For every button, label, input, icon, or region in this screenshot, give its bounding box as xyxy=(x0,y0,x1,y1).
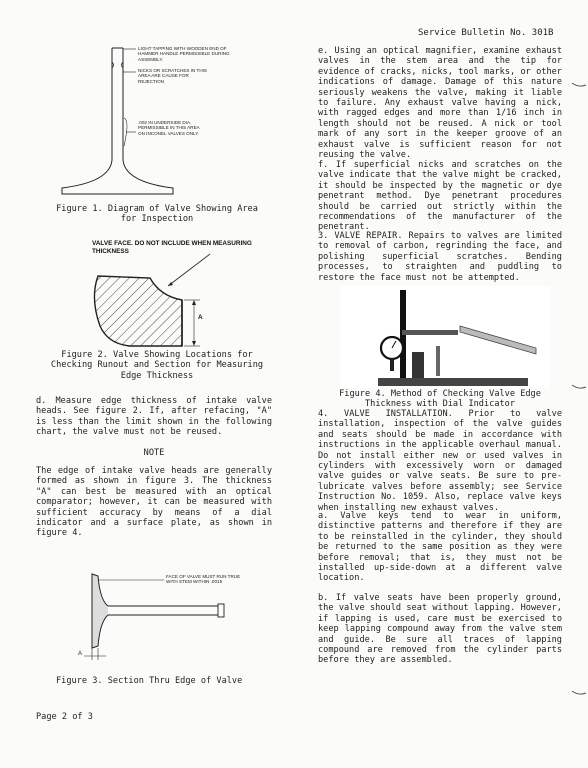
dial-indicator-photo xyxy=(340,286,550,388)
valve-edge-section xyxy=(60,238,280,353)
paragraph-b: b. If valve seats have been properly ground, the valve should seat without lapping. However, if lapping is used, care must be exercised to keep lapping compound away from the valve stem and guide. Be sure all traces of lapping compound are removed from the cylinder parts before they are assembled. xyxy=(318,593,562,666)
note-text: The edge of intake valve heads are generally formed as shown in figure 3. The thickness "A" can best be measured with an optical comparator; however, it can be measured with sufficient accuracy by means of a dial indicator and a surface plate, as shown in figure 4. xyxy=(36,466,272,539)
margin-mark xyxy=(572,690,586,696)
note-nicks: NICKS OR SCRATCHES IN THIS AREA ARE CAUSE FOR REJECTION xyxy=(138,68,207,84)
label-a-fig3: A xyxy=(78,651,83,657)
paragraph-a: a. Valve keys tend to wear in uniform, distinctive patterns and therefore if they are to be reinstalled in the cylinder, they should be returned to the same position as they were before removal; that is, they must not be installed up-side-down at a different valve location. xyxy=(318,511,562,584)
note-heading: NOTE xyxy=(143,448,165,458)
figure-2-caption: Figure 2. Valve Showing Locations for Checking Runout and Section for Measuring Edge Thickness xyxy=(50,350,264,381)
paragraph-e: e. Using an optical magnifier, examine exhaust valves in the stem area and the tip for evidence of cracks, nicks, tool marks, or other indications of damage. Damage of this nature seriously weakens the valve, making it liable to failure. Any exhaust valve having a nick, with ragged edges and more than 1/16 inch in length should not be reused. A nick or tool mark of any sort in the keeper groove of an exhaust valve is sufficient reason for not reusing the valve. xyxy=(318,46,562,161)
paragraph-valve-installation: 4. VALVE INSTALLATION. Prior to valve installation, inspection of the valve guides and seats should be made in accordance with instructions in the applicable overhaul manual. Do not install either new or used valves in cylinders with excessively worn or damaged valve guides or valve seats. Be sure to pre-lubricate valves before assembly; see Service Instruction No. 1059. Also, replace valve keys when installing new exhaust valves. xyxy=(318,409,562,513)
paragraph-valve-repair: 3. VALVE REPAIR. Repairs to valves are limited to removal of carbon, regrinding the face, and polishing superficial scratches. Bending processes, to straighten and puddling to restore the face must not be attempted. xyxy=(318,231,562,283)
figure-1 xyxy=(40,42,280,197)
note-tapping: LIGHT TAPPING WITH WOODEN END OF HAMMER HANDLE PERMISSIBLE DURING ASSEMBLY. xyxy=(138,46,230,62)
figure-3 xyxy=(78,570,278,665)
figure-4-photo xyxy=(340,286,550,388)
figure-2 xyxy=(60,238,280,353)
figure-4-caption: Figure 4. Method of Checking Valve Edge Thickness with Dial Indicator xyxy=(339,389,541,410)
figure-1-caption: Figure 1. Diagram of Valve Showing Area for Inspection xyxy=(56,204,258,225)
label-a-fig2: A xyxy=(198,314,203,321)
figure-3-caption: Figure 3. Section Thru Edge of Valve xyxy=(56,676,243,686)
bulletin-number: Service Bulletin No. 301B xyxy=(418,28,554,38)
paragraph-d: d. Measure edge thickness of intake valve heads. See figure 2. If, after refacing, "A" is less than the limit shown in the following chart, the valve must not be reused. xyxy=(36,396,272,438)
label-valve-face: VALVE FACE. DO NOT INCLUDE WHEN MEASURING THICKNESS xyxy=(92,240,252,255)
paragraph-f: f. If superficial nicks and scratches on the valve indicate that the valve might be cracked, it should be inspected by the magnetic or dye penetrant method. Dye penetrant procedures should be carried out strictly within the recommendations of the manufacturer of the penetrant. xyxy=(318,160,562,233)
note-underside: .002 IN UNDERSIDE DIA. PERMISSIBLE IN THIS AREA ON INCONEL VALVES ONLY. xyxy=(138,120,200,136)
margin-mark xyxy=(572,384,586,390)
page-number: Page 2 of 3 xyxy=(36,712,93,722)
margin-mark xyxy=(572,82,586,88)
note-face-run-true: FACE OF VALVE MUST RUN TRUE WITH STEM WITHIN .0015 xyxy=(166,574,241,585)
